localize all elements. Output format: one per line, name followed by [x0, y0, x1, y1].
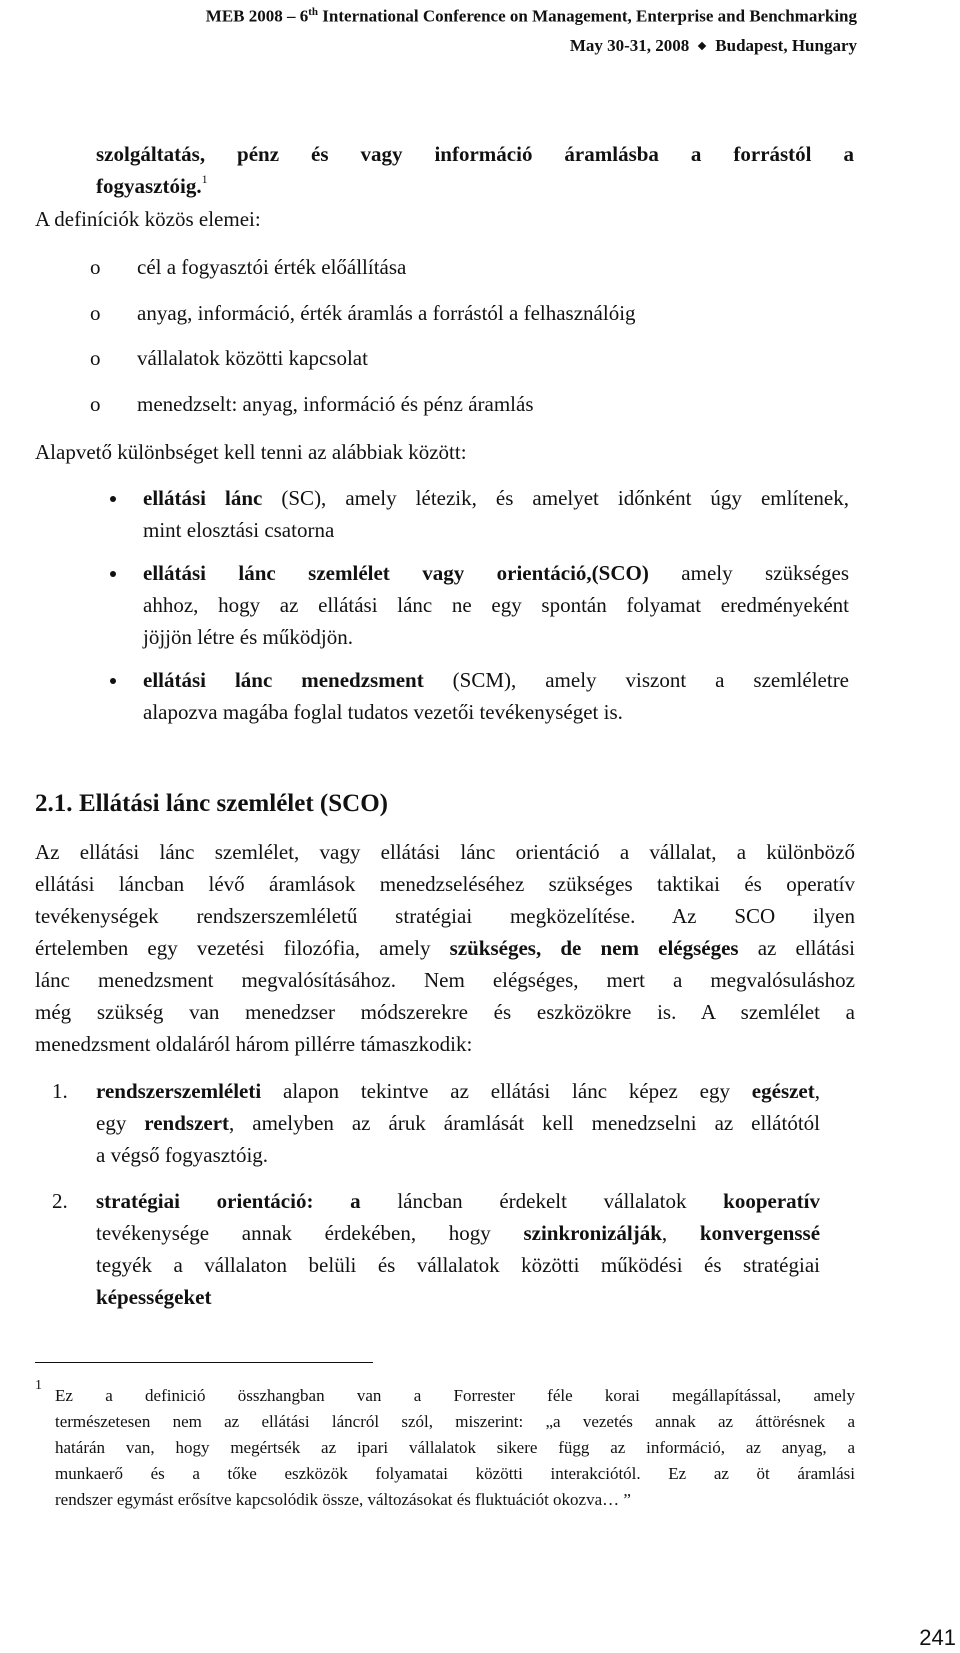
emphasis-text: kooperatív [723, 1189, 820, 1213]
pillar-text: , [661, 1221, 700, 1245]
paragraph-line: Az ellátási lánc szemlélet, vagy ellátási lánc orientáció a vállalat, a különböző [35, 840, 855, 864]
bullet-text: amely szükséges [648, 561, 849, 585]
section-heading [35, 790, 388, 818]
section-number: 2.1. [35, 790, 73, 817]
conference-name: MEB 2008 – 6 [205, 6, 309, 26]
conference-name-rest: International Conference on Management, Enterprise and Benchmarking [318, 6, 857, 26]
pillar-text: láncban érdekelt vállalatok [360, 1189, 724, 1213]
emphasis-text: szükséges, de nem elégséges [449, 936, 739, 960]
conference-place: Budapest, Hungary [715, 36, 857, 55]
footnote-line: határán van, hogy megértsék az ipari vállalatok sikere függ az információ, az anyag, a [55, 1438, 855, 1457]
pillar-line [96, 1281, 820, 1313]
emphasis-text: képességeket [96, 1285, 212, 1309]
pillar-line: a végső fogyasztóig. [96, 1143, 269, 1167]
distinction-intro: Alapvető különbséget kell tenni az alábbiak között: [35, 440, 467, 464]
footnote-text [55, 1383, 855, 1513]
bullet-body [143, 664, 849, 728]
paragraph-line: lánc menedzsment megvalósításához. Nem elégséges, mert a megvalósuláshoz [35, 968, 855, 992]
pillar-text: tevékenysége annak érdekében, hogy [96, 1221, 524, 1245]
footnote-line: Ez a definició összhangban van a Forrester féle korai megállapítással, amely [55, 1386, 855, 1405]
definition-item-text: menedzselt: anyag, információ és pénz áramlás [137, 392, 534, 416]
lead-line-1: szolgáltatás, pénz és vagy információ áramlásba a forrástól a [96, 142, 854, 166]
bullet-line: jöjjön létre és működjön. [143, 625, 353, 649]
pillar-body [96, 1075, 820, 1171]
paragraph-line [35, 932, 855, 964]
bullet-dot-icon [110, 496, 116, 502]
bullet-line: alapozva magába foglal tudatos vezetői tevékenységet is. [143, 700, 623, 724]
bullet-line: ahhoz, hogy az ellátási lánc ne egy spontán folyamat eredményeként [143, 593, 849, 617]
circle-bullet-icon: o [90, 255, 101, 279]
bullet-body [143, 557, 849, 653]
circle-bullet-icon: o [90, 392, 101, 416]
footnote-line: munkaerő és a tőke eszközök folyamatai közötti interakciótól. Ez az öt áramlási [55, 1464, 855, 1483]
definition-item-text: anyag, információ, érték áramlás a forrástól a felhasználóig [137, 301, 636, 325]
pillar-text: , amelyben az áruk áramlását kell menedzselni az ellátótól [229, 1111, 820, 1135]
definition-item-text: vállalatok közötti kapcsolat [137, 346, 368, 370]
bullet-text: (SCM), amely viszont a szemléletre [423, 668, 850, 692]
pillar-text: alapon tekintve az ellátási lánc képez egy [261, 1079, 752, 1103]
bullet-dot-icon [110, 571, 116, 577]
emphasis-text: rendszerszemléleti [96, 1079, 262, 1103]
lead-line-2 [96, 170, 854, 202]
emphasis-text: konvergenssé [699, 1221, 821, 1245]
paragraph-line: ellátási láncban lévő áramlások menedzseléséhez szükséges taktikai és operatív [35, 872, 855, 896]
paragraph-line: menedzsment oldaláról három pillérre támaszkodik: [35, 1032, 473, 1056]
pillar-line [96, 1075, 820, 1107]
footnote-reference[interactable]: 1 [201, 172, 208, 186]
pillar-line [96, 1107, 820, 1139]
pillar-body [96, 1185, 820, 1313]
footnote-separator [35, 1362, 373, 1363]
definitions-intro: A definíciók közös elemei: [35, 207, 261, 231]
term-sc: ellátási lánc [143, 486, 263, 510]
pillar-line [96, 1185, 820, 1217]
pillar-text: egy [96, 1111, 145, 1135]
bullet-text: (SC), amely létezik, és amelyet időnként úgy említenek, [262, 486, 850, 510]
diamond-separator-icon [698, 42, 706, 50]
paragraph-line: még szükség van menedzser módszerekre és eszközökre is. A szemlélet a [35, 1000, 855, 1024]
paragraph-text: az ellátási [738, 936, 855, 960]
pillar-number: 1. [52, 1079, 68, 1103]
bullet-line: mint elosztási csatorna [143, 518, 335, 542]
footnote-line: természetesen nem az ellátási láncról szól, miszerint: „a vezetés annak az áttörésnek a [55, 1412, 855, 1431]
pillar-number: 2. [52, 1189, 68, 1213]
running-header-date [570, 36, 857, 56]
footnote-mark: 1 [35, 1378, 42, 1393]
page-number: 241 [919, 1625, 956, 1650]
lead-text [96, 138, 854, 202]
conference-date: May 30-31, 2008 [569, 36, 690, 55]
paragraph-text: értelemben egy vezetési filozófia, amely [35, 936, 450, 960]
bullet-line [143, 664, 849, 696]
circle-bullet-icon: o [90, 346, 101, 370]
bullet-line [143, 557, 849, 589]
pillar-text: , [814, 1079, 820, 1103]
emphasis-text: egészet [751, 1079, 815, 1103]
bullet-dot-icon [110, 678, 116, 684]
pillar-line: tegyék a vállalaton belüli és vállalatok közötti működési és stratégiai [96, 1253, 820, 1277]
lead-line-2-text: fogyasztóig. [96, 174, 202, 198]
running-header-conference [206, 6, 857, 27]
pillar-line [96, 1217, 820, 1249]
paragraph-line: tevékenységek rendszerszemléletű stratégiai megközelítése. Az SCO ilyen [35, 904, 855, 928]
body-paragraph [35, 836, 855, 1060]
emphasis-text: stratégiai orientáció: a [96, 1189, 361, 1213]
conference-ordinal: th [308, 6, 319, 18]
definition-item-text: cél a fogyasztói érték előállítása [137, 255, 407, 279]
emphasis-text: szinkronizálják [523, 1221, 662, 1245]
bullet-line [143, 482, 849, 514]
term-sco: ellátási lánc szemlélet vagy orientáció,(SCO) [143, 561, 649, 585]
footnote-line: rendszer egymást erősítve kapcsolódik össze, változásokat és fluktuációt okozva… ” [55, 1490, 631, 1509]
circle-bullet-icon: o [90, 301, 101, 325]
emphasis-text: rendszert [144, 1111, 230, 1135]
section-title: Ellátási lánc szemlélet (SCO) [79, 790, 388, 817]
term-scm: ellátási lánc menedzsment [143, 668, 424, 692]
bullet-body [143, 482, 849, 546]
